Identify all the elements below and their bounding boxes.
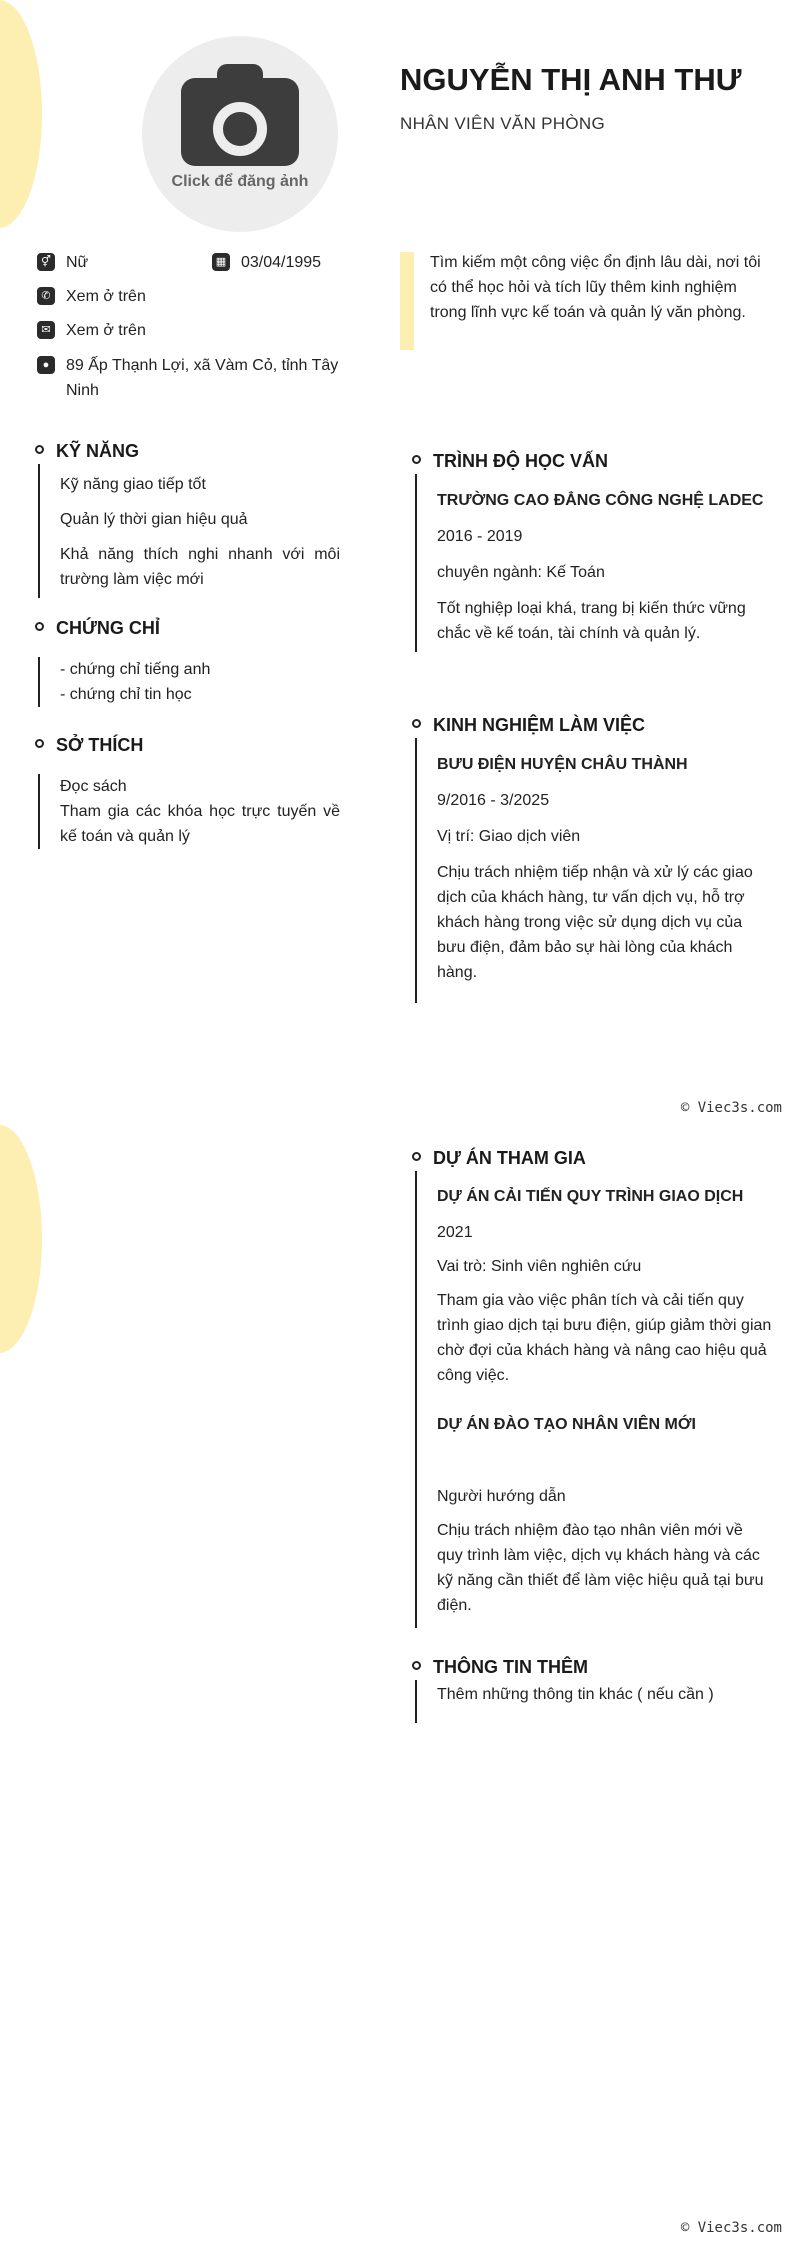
address-value: 89 Ấp Thạnh Lợi, xã Vàm Cỏ, tỉnh Tây Ninh	[66, 357, 339, 399]
footer-copyright: © Viec3s.com	[680, 1100, 782, 1116]
education-major: chuyên ngành: Kế Toán	[437, 564, 605, 581]
education-period: 2016 - 2019	[437, 528, 523, 545]
calendar-icon: ▦	[212, 253, 230, 271]
location-icon: ●	[37, 356, 55, 374]
section-heading: CHỨNG CHỈ	[35, 615, 340, 641]
experience-entry	[415, 738, 772, 1003]
education-description: Tốt nghiệp loại khá, trang bị kiến thức vững chắc về kế toán, tài chính và quản lý.	[437, 600, 746, 642]
bullet-icon	[412, 1661, 421, 1670]
hobbies-list	[38, 774, 340, 849]
objective-text: Tìm kiếm một công việc ổn định lâu dài, nơi tôi có thể học hỏi và tích lũy thêm kinh nghiệm trong lĩnh vực kế toán và quản lý văn phòng.	[430, 254, 761, 321]
candidate-title: NHÂN VIÊN VĂN PHÒNG	[400, 114, 606, 133]
birthday-value: 03/04/1995	[241, 254, 322, 271]
bullet-icon	[412, 719, 421, 728]
company-name: BƯU ĐIỆN HUYỆN CHÂU THÀNH	[437, 756, 688, 773]
projects-list	[415, 1171, 772, 1628]
gender-icon: ⚥	[37, 253, 55, 271]
bullet-icon	[35, 622, 44, 631]
objective-accent-bar	[400, 252, 414, 350]
education-entry	[415, 474, 772, 652]
section-heading: THÔNG TIN THÊM	[412, 1654, 772, 1680]
phone-icon: ✆	[37, 287, 55, 305]
phone-value: Xem ở trên	[66, 288, 146, 305]
bullet-icon	[35, 445, 44, 454]
project-role: Vai trò: Sinh viên nghiên cứu	[437, 1258, 642, 1275]
section-heading: DỰ ÁN THAM GIA	[412, 1145, 772, 1171]
section-heading: SỞ THÍCH	[35, 732, 340, 758]
contact-birthday	[212, 250, 321, 275]
experience-period: 9/2016 - 3/2025	[437, 792, 550, 809]
contact-gender	[37, 250, 88, 275]
candidate-name: NGUYỄN THỊ ANH THƯ	[400, 62, 742, 97]
gender-value: Nữ	[66, 254, 89, 271]
school-name: TRƯỜNG CAO ĐẲNG CÔNG NGHỆ LADEC	[437, 492, 764, 509]
section-certificates	[35, 615, 340, 707]
project-year	[437, 1437, 772, 1484]
avatar-upload-label: Click để đăng ảnh	[171, 173, 309, 190]
hobby-item: Đọc sách	[60, 778, 127, 795]
section-heading: KINH NGHIỆM LÀM VIỆC	[412, 712, 772, 738]
email-icon: ✉	[37, 321, 55, 339]
contact-phone	[37, 284, 146, 309]
email-value: Xem ở trên	[66, 322, 146, 339]
project-name: DỰ ÁN ĐÀO TẠO NHÂN VIÊN MỚI	[437, 1416, 696, 1433]
section-additional-info	[412, 1654, 772, 1723]
certificate-item: - chứng chỉ tin học	[60, 686, 192, 703]
avatar-upload[interactable]	[142, 36, 338, 232]
accent-decoration	[0, 0, 42, 228]
bullet-icon	[412, 1152, 421, 1161]
skill-item: Kỹ năng giao tiếp tốt	[60, 476, 206, 493]
bullet-icon	[35, 739, 44, 748]
additional-info-body	[415, 1680, 772, 1723]
hobby-item: Tham gia các khóa học trực tuyến về kế toán và quản lý	[60, 803, 340, 845]
skills-list	[38, 464, 340, 598]
contact-address	[37, 353, 357, 403]
section-heading: KỸ NĂNG	[35, 438, 340, 464]
footer-copyright: © Viec3s.com	[680, 2220, 782, 2236]
certificates-list	[38, 657, 340, 707]
contact-email	[37, 318, 146, 343]
certificate-item: - chứng chỉ tiếng anh	[60, 661, 211, 678]
skill-item: Khả năng thích nghi nhanh với môi trường làm việc mới	[60, 546, 340, 588]
section-experience	[412, 712, 772, 1003]
skill-item: Quản lý thời gian hiệu quả	[60, 511, 248, 528]
project-description: Tham gia vào việc phân tích và cải tiến quy trình giao dịch tại bưu điện, giúp giảm thời gian chờ đợi của khách hàng và nâng cao hiệu quả công việc.	[437, 1292, 772, 1384]
section-skills	[35, 438, 340, 598]
cv-page-2	[0, 1122, 800, 2244]
accent-decoration	[0, 1125, 42, 1353]
section-heading: TRÌNH ĐỘ HỌC VẤN	[412, 448, 772, 474]
section-hobbies	[35, 732, 340, 849]
camera-icon	[181, 64, 299, 166]
project-name: DỰ ÁN CẢI TIẾN QUY TRÌNH GIAO DỊCH	[437, 1188, 744, 1205]
project-description: Chịu trách nhiệm đào tạo nhân viên mới về quy trình làm việc, dịch vụ khách hàng và các kỹ năng cần thiết để làm việc hiệu quả tại bưu điện.	[437, 1522, 764, 1614]
project-year: 2021	[437, 1224, 473, 1241]
additional-info-text: Thêm những thông tin khác ( nếu cần )	[437, 1686, 714, 1703]
experience-position: Vị trí: Giao dịch viên	[437, 828, 581, 845]
project-role: Người hướng dẫn	[437, 1488, 566, 1505]
section-education	[412, 448, 772, 652]
bullet-icon	[412, 455, 421, 464]
experience-description: Chịu trách nhiệm tiếp nhận và xử lý các giao dịch của khách hàng, tư vấn dịch vụ, hỗ trợ khách hàng trong việc sử dụng dịch vụ của bưu điện, đảm bảo sự hài lòng của khách hàng.	[437, 864, 753, 981]
career-objective	[400, 250, 770, 325]
section-projects	[412, 1145, 772, 1628]
